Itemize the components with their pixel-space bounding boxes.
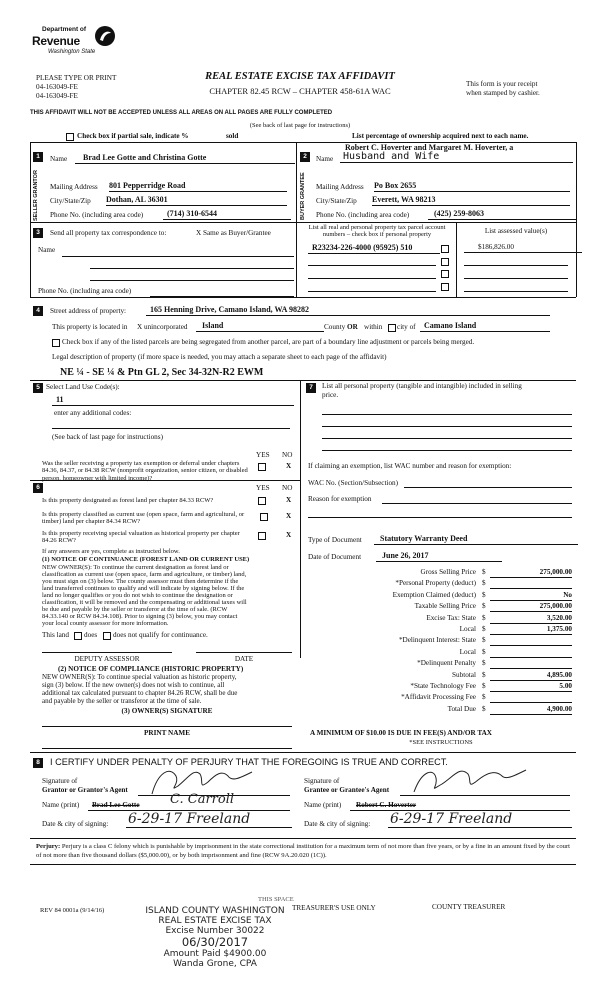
tax-row-label: Exemption Claimed (deduct): [392, 590, 476, 599]
seller-grantor-label: SELLER GRANTOR: [33, 170, 39, 222]
stamp-line-4: 06/30/2017: [181, 935, 249, 949]
forest-land-yes-checkbox[interactable]: [258, 497, 266, 505]
tax-row-value[interactable]: [490, 693, 572, 703]
seller-mail-label: Mailing Address: [50, 183, 98, 191]
tax-row-currency: $: [482, 693, 486, 702]
section-3-number: 3: [33, 228, 43, 238]
same-as-buyer[interactable]: X Same as Buyer/Grantee: [196, 229, 271, 237]
tax-row-currency: $: [482, 681, 486, 690]
owner-signature-label: (3) OWNER(S) SIGNATURE: [121, 707, 213, 715]
tax-row-currency: $: [482, 602, 486, 611]
tax-row-currency: $: [482, 704, 486, 713]
seller-city-label: City/State/Zip: [50, 197, 91, 205]
segregated-label: Check box if any of the listed parcels are being segregated from another parcel, are part of a boundary line adjustment or parcels being merged.: [62, 338, 475, 346]
historic-question: Is this property receiving special valuation as historical property per chapter 84.26 RCW?: [42, 530, 240, 545]
doc-type-field[interactable]: Statutory Warranty Deed: [374, 534, 578, 545]
parcel-personal-checkbox-3[interactable]: [441, 270, 449, 278]
within-label: within: [364, 323, 383, 331]
tax-row-currency: $: [482, 613, 486, 622]
tax-row-currency: $: [482, 579, 486, 588]
parcel-header-2: numbers – check box if personal property: [322, 231, 432, 238]
form-number-1: 04-163049-FE: [36, 83, 78, 91]
tax-row-currency: $: [482, 590, 486, 599]
stamp-line-3: Excise Number 30022: [165, 926, 265, 936]
tax-row-label: *State Technology Fee: [410, 681, 476, 690]
this-land-label: This land: [42, 631, 69, 639]
correspondence-phone-label: Phone No. (including area code): [38, 287, 132, 295]
perjury-text: Perjury is a class C felony which is punishable by imprisonment in the state correctional institution for a maximum term of not more than five years, or by a fine in an amount fixed by the court of not more than five thousand dollars ($5,000.00), or by both imprisonment and fine (RCW 9A.20.020 (1C)).: [36, 843, 570, 859]
stamp-line-5: Amount Paid $4900.00: [163, 949, 267, 959]
city-field[interactable]: Camano Island: [420, 321, 550, 332]
grantor-date-city-field[interactable]: 6-29-17 Freeland: [126, 811, 292, 828]
tax-row-currency: $: [482, 659, 486, 668]
land-does-not-checkbox[interactable]: [103, 632, 111, 640]
table-row: [308, 682, 572, 693]
seller-name-field[interactable]: Brad Lee Gotte and Christina Gotte: [75, 153, 295, 164]
perjury-notice: [36, 843, 574, 861]
tax-row-label: Subtotal: [452, 670, 476, 679]
certify-statement: I CERTIFY UNDER PENALTY OF PERJURY THAT THE FOREGOING IS TRUE AND CORRECT.: [50, 757, 448, 767]
city-of-label: city of: [397, 323, 416, 331]
table-row: [308, 693, 572, 704]
tax-row-label: *Delinquent Penalty: [417, 659, 476, 668]
sold-label: sold: [226, 132, 239, 140]
correspondence-name-label: Name: [38, 246, 56, 254]
city-of-checkbox[interactable]: [388, 324, 396, 332]
buyer-city-label: City/State/Zip: [316, 197, 357, 205]
receipt-note-2: when stamped by cashier.: [466, 89, 540, 97]
notice-continuance-text-8: 84.33.140 or RCW 84.34.108). Prior to signing (3) below, you may contact: [42, 613, 238, 620]
partial-sale-checkbox[interactable]: [66, 133, 74, 141]
partial-sale-label: Check box if partial sale, indicate %: [77, 132, 189, 140]
stamp-line-2: REAL ESTATE EXCISE TAX: [158, 916, 272, 926]
tax-row-currency: $: [482, 624, 486, 633]
notice-compliance-text-4: and payable by the seller or transferor at the time of sale.: [42, 697, 202, 705]
tax-row-label: Taxable Selling Price: [414, 602, 476, 611]
notice-continuance-text-5: land no longer qualifies or you do not wish to continue the designation or: [42, 592, 233, 599]
tax-row-value[interactable]: [490, 648, 572, 658]
s5-no-header: NO: [282, 451, 293, 459]
tax-row-value[interactable]: 5.00: [490, 682, 572, 692]
grantee-date-city-label: Date & city of signing:: [304, 820, 371, 828]
land-use-label: Select Land Use Code(s):: [46, 383, 120, 391]
seller-city-field[interactable]: Dothan, AL 36301: [106, 195, 287, 206]
form-title: REAL ESTATE EXCISE TAX AFFIDAVIT: [205, 71, 395, 82]
tax-row-value[interactable]: No: [490, 591, 572, 601]
tax-row-label: Gross Selling Price: [420, 568, 476, 576]
forest-land-no-mark[interactable]: X: [286, 496, 292, 504]
wac-label: WAC No. (Section/Subsection): [308, 479, 399, 487]
notice-continuance-title: (1) NOTICE OF CONTINUANCE (FOREST LAND OR CURRENT USE): [42, 556, 250, 563]
form-subtitle: CHAPTER 82.45 RCW – CHAPTER 458-61A WAC: [209, 86, 391, 96]
land-does-checkbox[interactable]: [74, 632, 82, 640]
historic-no-mark[interactable]: X: [286, 531, 292, 539]
seller-mail-field[interactable]: 801 Pepperridge Road: [109, 181, 287, 192]
section-4-number: 4: [33, 306, 43, 316]
tax-row-currency: $: [482, 568, 486, 576]
notice-continuance-text-1: NEW OWNER(S): To continue the current designation as forest land or: [42, 564, 229, 571]
print-name-label: PRINT NAME: [144, 729, 190, 737]
section-7-number: 7: [306, 383, 316, 393]
seller-name-label: Name: [50, 155, 68, 163]
exemption-no-mark[interactable]: X: [286, 462, 292, 470]
this-space-label: THIS SPACE: [258, 896, 294, 903]
buyer-phone-field[interactable]: (425) 259-8063: [428, 209, 576, 220]
grantor-name-print-label: Name (print): [42, 801, 80, 809]
notice-compliance-text-3: additional tax calculated pursuant to chapter 84.26 RCW, shall be due: [42, 689, 238, 697]
see-back-instructions: (See back of last page for instructions): [249, 122, 351, 129]
notice-continuance-text-3: you must sign on (3) below. The county assessor must then determine if the: [42, 578, 239, 585]
land-does-not-label: does not qualify for continuance.: [113, 631, 208, 639]
or-label: OR: [347, 323, 358, 331]
stamp-line-1: ISLAND COUNTY WASHINGTON: [145, 906, 285, 916]
notice-continuance-text-7: be due and payable by the seller or transferor at the time of sale. (RCW: [42, 606, 228, 613]
grantor-date-city-label: Date & city of signing:: [42, 820, 109, 828]
deputy-assessor-label: DEPUTY ASSESSOR: [74, 655, 140, 663]
perjury-label: Perjury:: [36, 843, 61, 850]
s6-yes-header: YES: [256, 484, 270, 492]
buyer-name-label: Name: [316, 155, 334, 163]
tax-row-value[interactable]: [490, 579, 572, 589]
buyer-phone-label: Phone No. (including area code): [316, 211, 410, 219]
current-use-question: Is this property classified as current use (open space, farm and agricultural, or timber) land per chapter 84.34 RCW?: [42, 511, 245, 526]
land-use-see-back: (See back of last page for instructions): [52, 433, 163, 441]
tax-row-label: Local: [459, 647, 476, 656]
notice-compliance-text-2: sign (3) below. If the new owner(s) does not wish to continue, all: [42, 681, 225, 689]
table-row: [308, 671, 572, 682]
dor-logo: [28, 24, 128, 64]
parcel-number-field[interactable]: R23234-226-4000 (95925) 510: [308, 243, 440, 254]
grantor-sig-label-2: Grantor or Grantor's Agent: [42, 786, 128, 794]
s5-yes-header: YES: [256, 451, 270, 459]
grantee-sig-label-1: Signature of: [304, 777, 340, 785]
excise-stamp: [130, 906, 300, 969]
tax-row-value[interactable]: [490, 659, 572, 669]
form-number-2: 04-163049-FE: [36, 92, 78, 100]
tax-row-currency: $: [482, 636, 486, 645]
unincorporated-option[interactable]: X unincorporated: [137, 323, 188, 331]
parcel-personal-checkbox-1[interactable]: [441, 245, 449, 253]
reason-label: Reason for exemption: [308, 495, 372, 503]
parcel-personal-checkbox-2[interactable]: [441, 258, 449, 266]
tax-row-value[interactable]: 1,375.00: [490, 625, 572, 635]
parcel-header-1: List all real and personal property tax parcel account: [308, 224, 446, 231]
land-does-label: does: [84, 631, 98, 639]
section-6-number: 6: [33, 483, 43, 493]
logo-revenue: Revenue: [32, 34, 80, 48]
forest-land-question: Is this property designated as forest land per chapter 84.33 RCW?: [42, 497, 214, 504]
historic-yes-checkbox[interactable]: [258, 532, 266, 540]
notice-continuance-text-4: land transferred continues to qualify and will indicate by signing below. If the: [42, 585, 245, 592]
exemption-question: Was the seller receiving a property tax exemption or deferral under chapters 84.36, 84.37, or 84.38 RCW (nonprofit organization, senior citizen, or disabled person, homeowner with limited income)?: [42, 460, 248, 482]
exemption-yes-checkbox[interactable]: [258, 463, 266, 471]
notice-continuance-text-6: classification, it will be removed and the compensating or additional taxes will: [42, 599, 247, 606]
tax-row-currency: $: [482, 647, 486, 656]
logo-mark-icon: [94, 25, 116, 47]
please-type: PLEASE TYPE OR PRINT: [36, 74, 117, 82]
correspondence-label: Send all property tax correspondence to:: [50, 229, 167, 237]
additional-codes-label: enter any additional codes:: [54, 409, 132, 417]
notice-compliance-text-1: NEW OWNER(S): To continue special valuation as historic property,: [42, 673, 237, 681]
tax-row-label: *Personal Property (deduct): [395, 579, 476, 588]
assessor-date-label: DATE: [234, 655, 254, 663]
grantee-print-name[interactable]: Robert C. Hoverter: [356, 801, 417, 809]
logo-washington-state: Washington State: [48, 49, 96, 55]
notice-compliance-title: (2) NOTICE OF COMPLIANCE (HISTORIC PROPERTY): [58, 665, 244, 673]
legal-description-label: Legal description of property (if more space is needed, you may attach a separate sheet to each page of the affidavit): [52, 353, 387, 361]
tax-row-currency: $: [482, 670, 486, 679]
personal-property-label-2: price.: [322, 391, 339, 399]
buyer-mail-field[interactable]: Po Box 2655: [374, 181, 570, 192]
current-use-yes-checkbox[interactable]: [260, 513, 268, 521]
legal-description-field[interactable]: NE ¼ - SE ¼ & Ptn GL 2, Sec 34-32N-R2 EWM: [60, 367, 264, 378]
section-8-number: 8: [33, 758, 43, 768]
land-use-code-field[interactable]: 11: [52, 395, 294, 406]
tax-row-label: *Affidavit Processing Fee: [401, 693, 476, 702]
ownership-percentage-note: List percentage of ownership acquired next to each name.: [352, 132, 529, 140]
grantor-handwritten-name[interactable]: C. Carroll: [170, 792, 235, 807]
minimum-fee-note: A MINIMUM OF $10.00 IS DUE IN FEE(S) AND/OR TAX: [310, 729, 492, 737]
stamp-line-6: Wanda Grone, CPA: [173, 959, 257, 969]
treasurer-use-label: TREASURER'S USE ONLY: [292, 904, 376, 912]
grantor-sig-label-1: Signature of: [42, 777, 78, 785]
table-row: [308, 591, 572, 602]
section-1-number: 1: [33, 152, 43, 162]
tax-row-label: Total Due: [447, 704, 476, 713]
current-use-no-mark[interactable]: X: [286, 512, 292, 520]
parcel-personal-checkbox-4[interactable]: [441, 283, 449, 291]
segregated-checkbox[interactable]: [52, 339, 60, 347]
table-row: [308, 614, 572, 625]
personal-property-label-1: List all personal property (tangible and intangible) included in selling: [322, 382, 522, 390]
located-label: This property is located in: [52, 323, 128, 331]
notice-continuance-text-2: classification as current use (open space, farm and agriculture, or timber) land,: [42, 571, 247, 578]
doc-date-label: Date of Document: [308, 553, 362, 561]
grantor-print-name[interactable]: Brad Lee Gotte: [92, 801, 140, 809]
buyer-city-field[interactable]: Everett, WA 98213: [372, 195, 570, 206]
see-instructions-note: *SEE INSTRUCTIONS: [409, 739, 473, 746]
tax-table: [308, 568, 572, 716]
tax-row-value[interactable]: 4,895.00: [490, 671, 572, 681]
grantee-name-print-label: Name (print): [304, 801, 342, 809]
notice-continuance-text-9: your local county assessor for more information.: [42, 620, 169, 627]
buyer-name-line-2[interactable]: Husband and Wife: [340, 151, 573, 163]
doc-type-label: Type of Document: [308, 536, 362, 544]
county-field[interactable]: Island: [196, 321, 324, 332]
acceptance-warning: THIS AFFIDAVIT WILL NOT BE ACCEPTED UNLESS ALL AREAS ON ALL PAGES ARE FULLY COMPLETED: [30, 110, 333, 116]
street-label: Street address of property:: [50, 307, 127, 315]
logo-dept-of: Department of: [42, 26, 87, 33]
tax-row-label: Local: [459, 624, 476, 633]
buyer-mail-label: Mailing Address: [316, 183, 364, 191]
s6-no-header: NO: [282, 484, 293, 492]
seller-phone-label: Phone No. (including area code): [50, 211, 144, 219]
section-2-number: 2: [300, 152, 310, 162]
table-row: [308, 648, 572, 659]
table-row: [308, 568, 572, 579]
buyer-name-line-1[interactable]: Robert C. Hoverter and Margaret M. Hoverter, a: [345, 143, 514, 152]
exemption-claim-label: If claiming an exemption, list WAC number and reason for exemption:: [308, 462, 512, 470]
tax-row-value[interactable]: 275,000.00: [490, 568, 572, 578]
doc-date-field[interactable]: June 26, 2017: [376, 551, 502, 562]
assessed-value-field[interactable]: $186,826.00: [464, 243, 582, 253]
county-label: County: [324, 323, 346, 331]
table-row: [308, 579, 572, 590]
tax-row-value[interactable]: [490, 636, 572, 646]
if-any-yes-note: If any answers are yes, complete as instructed below.: [42, 548, 180, 555]
table-row: [308, 705, 572, 716]
tax-row-value[interactable]: 3,520.00: [490, 614, 572, 624]
section-5-number: 5: [33, 383, 43, 393]
tax-row-value[interactable]: 4,900.00: [490, 705, 572, 715]
table-row: [308, 625, 572, 636]
assessed-header: List assessed value(s): [484, 227, 548, 235]
revision-number: REV 84 0001a (9/14/16): [40, 907, 105, 914]
county-treasurer-label: COUNTY TREASURER: [432, 903, 506, 911]
seller-phone-field[interactable]: (714) 310-6544: [163, 209, 291, 220]
grantee-signature-scribble: [410, 764, 530, 798]
grantee-sig-label-2: Grantee or Grantee's Agent: [304, 786, 390, 794]
tax-row-label: Excise Tax: State: [426, 613, 476, 622]
receipt-note-1: This form is your receipt: [466, 80, 538, 88]
tax-row-value[interactable]: 275,000.00: [490, 602, 572, 612]
buyer-grantee-label: BUYER GRANTEE: [300, 172, 306, 220]
table-row: [308, 636, 572, 647]
grantee-date-city-field[interactable]: 6-29-17 Freeland: [388, 811, 572, 828]
tax-row-label: *Delinquent Interest: State: [398, 636, 476, 645]
street-field[interactable]: 165 Henning Drive, Camano Island, WA 98282: [146, 305, 550, 316]
table-row: [308, 602, 572, 613]
table-row: [308, 659, 572, 670]
